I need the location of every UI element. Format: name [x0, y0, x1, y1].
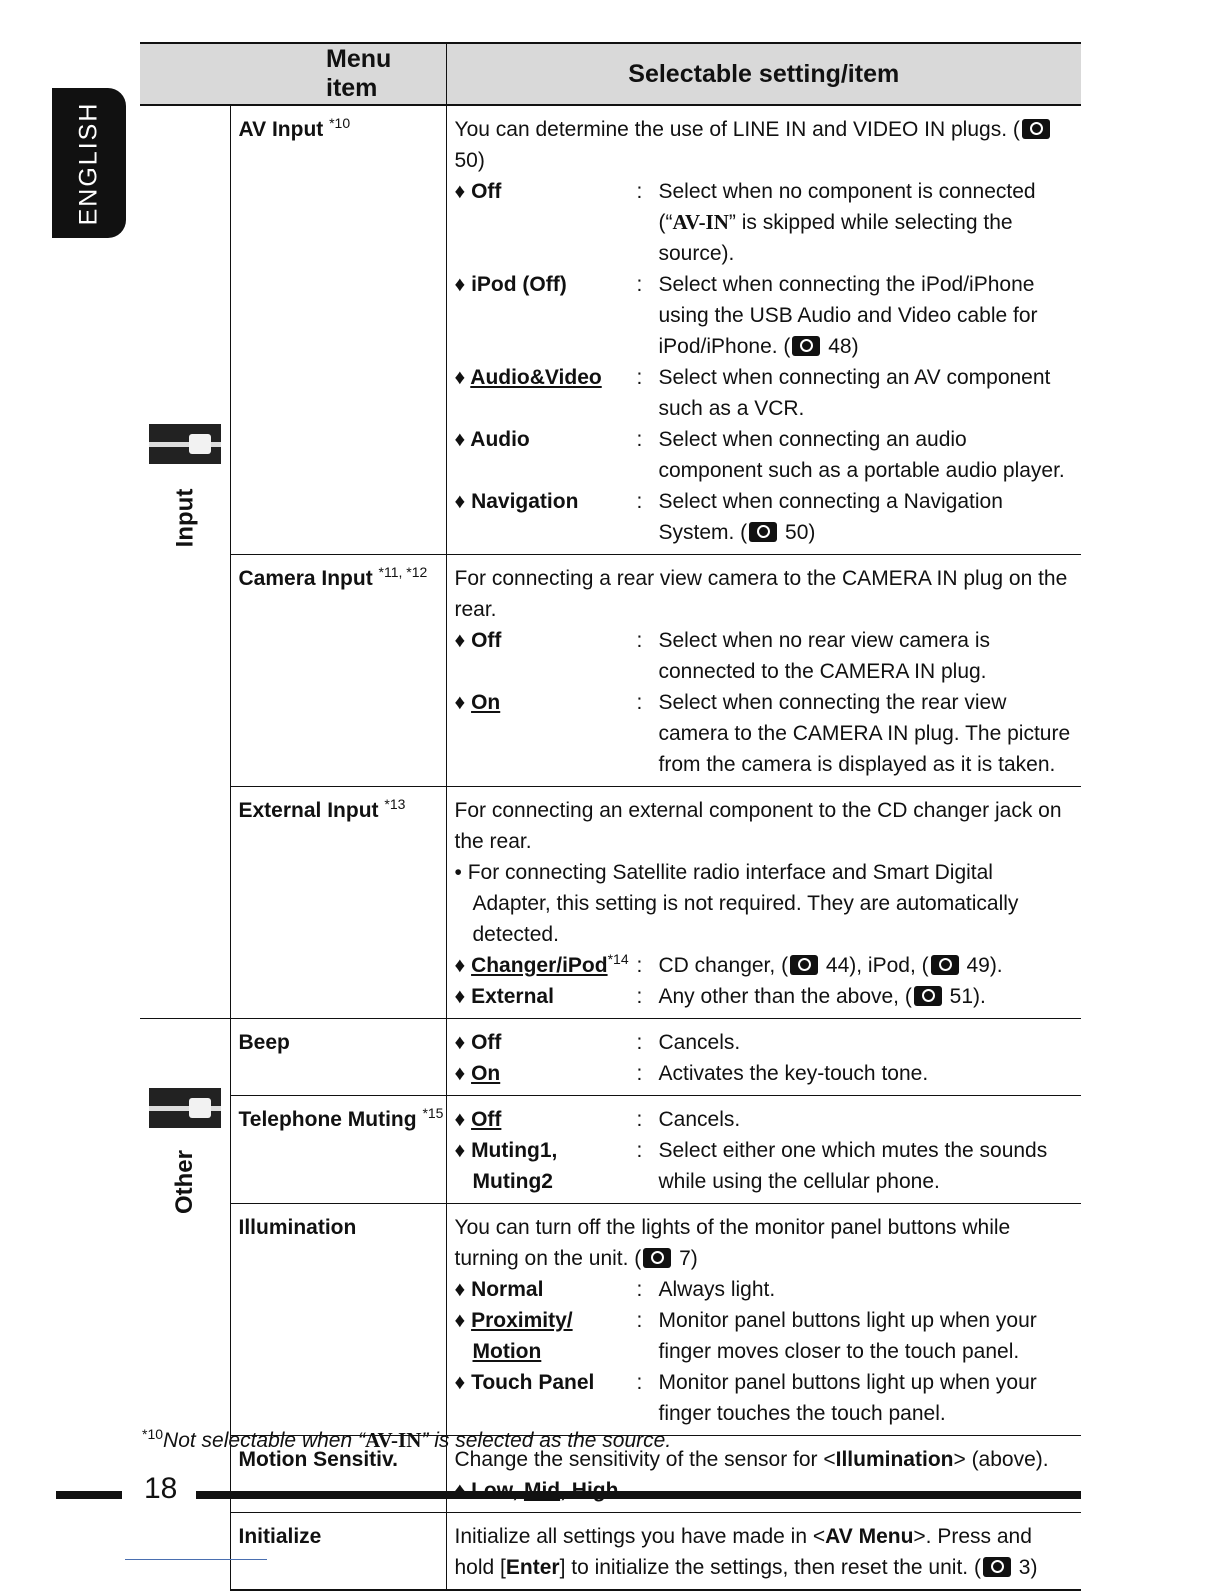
page-bar-left [56, 1491, 122, 1499]
page-ref: 48) [822, 335, 859, 358]
footnote [142, 1428, 671, 1453]
option-colon: : [636, 273, 643, 296]
option-desc [659, 486, 1076, 548]
option-name: Muting1, [471, 1139, 558, 1162]
option-name-default: Changer/iPod [471, 954, 608, 977]
option-colon: : [636, 1062, 643, 1085]
option-desc: Always light. [658, 1278, 776, 1301]
setting-intro [455, 114, 1076, 176]
setting-initialize [446, 1513, 1081, 1591]
option-desc: Select when connecting an AV component such as a VCR. [658, 366, 1051, 420]
option-colon: : [636, 985, 643, 1008]
option-colon: : [636, 1031, 643, 1054]
option-desc: Monitor panel buttons light up when your finger touches the touch panel. [658, 1371, 1037, 1425]
option-colon: : [636, 629, 643, 652]
page-bar-right [196, 1491, 1081, 1499]
option-desc: Activates the key-touch tone. [658, 1062, 929, 1085]
menu-item-name: Motion Sensitiv. [238, 1448, 398, 1471]
menu-item-name: Illumination [238, 1216, 357, 1239]
menu-item-name: AV Input [238, 118, 324, 141]
option-name-default: Off [471, 1108, 502, 1131]
menu-item-name: External Input [238, 799, 379, 822]
option-row [455, 1027, 1076, 1058]
desc-emph: AV-IN [672, 210, 729, 234]
desc-text: >. Press and hold [ [454, 1525, 1032, 1579]
diamond-icon: ♦ [454, 954, 466, 977]
option-desc: Select when connecting the rear view camera to the CAMERA IN plug. The picture from the camera is displayed as it is taken. [658, 691, 1071, 776]
note-ref: *15 [422, 1105, 444, 1121]
option-colon: : [636, 428, 643, 451]
option-name-default: Motion [472, 1340, 542, 1363]
diamond-icon: ♦ [454, 428, 466, 451]
option-row [455, 1367, 1076, 1429]
option-row [455, 981, 1076, 1012]
bullet-text: For connecting Satellite radio interface and Smart Digital Adapter, this setting is not required. They are automatically detected. [467, 861, 1019, 946]
table-row [140, 105, 1081, 555]
option-desc: Cancels. [658, 1031, 741, 1054]
category-input-label: Input [170, 488, 198, 548]
option-name: Normal [471, 1278, 544, 1301]
language-tab [52, 88, 126, 238]
setting-intro [455, 1212, 1076, 1274]
desc-emph: AV Menu [825, 1525, 914, 1548]
option-row [455, 1104, 1076, 1135]
option-name: Off [471, 1031, 502, 1054]
diamond-icon: ♦ [454, 180, 466, 203]
menu-item-beep [230, 1019, 446, 1096]
note-ref: *10 [329, 115, 351, 131]
option-desc: Cancels. [658, 1108, 741, 1131]
table-row [140, 1096, 1081, 1204]
magnifier-reference-icon [749, 522, 777, 542]
setting-illumination [446, 1204, 1081, 1436]
desc-text: CD changer, ( [658, 954, 789, 977]
option-row [455, 1135, 1076, 1197]
magnifier-reference-icon [792, 336, 820, 356]
setting-external-input [446, 787, 1081, 1019]
header-category-cell [140, 43, 230, 105]
table-header-row [140, 43, 1081, 105]
option-colon: : [636, 1278, 643, 1301]
desc-text: Select when no component is connected (“ [658, 180, 1036, 234]
option-colon: : [636, 691, 643, 714]
option-desc: Select when no rear view camera is connected to the CAMERA IN plug. [658, 629, 990, 683]
magnifier-reference-icon [790, 955, 818, 975]
menu-item-av-input [230, 105, 446, 555]
intro-text: You can determine the use of LINE IN and VIDEO IN plugs. ( [454, 118, 1020, 141]
diamond-icon: ♦ [454, 366, 466, 389]
option-name-default: Audio&Video [470, 366, 602, 389]
diamond-icon: ♦ [454, 1031, 466, 1054]
bottom-divider [125, 1559, 267, 1560]
option-colon: : [636, 1371, 643, 1394]
page-ref: 3) [1012, 1556, 1038, 1579]
menu-item-external-input [230, 787, 446, 1019]
menu-item-telephone-muting [230, 1096, 446, 1204]
input-category-cell [140, 105, 230, 1019]
diamond-icon: ♦ [454, 629, 466, 652]
option-desc: Monitor panel buttons light up when your finger moves closer to the touch panel. [658, 1309, 1037, 1363]
magnifier-reference-icon [931, 955, 959, 975]
option-colon: : [636, 954, 643, 977]
bullet-note [455, 857, 1076, 950]
option-colon: : [636, 366, 643, 389]
bullet-icon: • [454, 861, 462, 884]
footnote-emph: AV-IN [364, 1428, 422, 1452]
note-ref: *14 [607, 951, 629, 967]
option-colon: : [636, 1309, 643, 1332]
option-name: Navigation [471, 490, 579, 513]
option-desc [659, 269, 1076, 362]
menu-item-name: Beep [238, 1031, 290, 1054]
page-ref: 7) [673, 1247, 698, 1270]
diamond-icon: ♦ [454, 1278, 466, 1301]
option-name: External [471, 985, 554, 1008]
header-menu-item: Menu item [230, 43, 446, 105]
option-name: Muting2 [472, 1170, 553, 1193]
page-ref: 51). [943, 985, 986, 1008]
option-name: Touch Panel [471, 1371, 595, 1394]
intro-text: > (above). [953, 1448, 1049, 1471]
page-ref: 50) [779, 521, 816, 544]
desc-text: Select when connecting the iPod/iPhone using the USB Audio and Video cable for iPod/iPhone. ( [658, 273, 1038, 358]
option-colon: : [636, 490, 643, 513]
header-selectable: Selectable setting/item [446, 43, 1081, 105]
desc-text: ] to initialize the settings, then reset the unit. ( [559, 1556, 981, 1579]
option-colon: : [636, 1108, 643, 1131]
intro-text: Change the sensitivity of the sensor for < [454, 1448, 836, 1471]
footnote-text: Not selectable when “ [163, 1429, 365, 1452]
setting-intro: For connecting an external component to the CD changer jack on the rear. [454, 799, 1062, 853]
option-name-default: On [471, 691, 501, 714]
intro-emph: Illumination [835, 1448, 954, 1471]
diamond-icon: ♦ [454, 1139, 466, 1162]
setting-av-input [446, 105, 1081, 555]
table-row [140, 1019, 1081, 1096]
menu-item-initialize [230, 1513, 446, 1591]
option-row [455, 950, 1076, 981]
diamond-icon: ♦ [454, 1108, 466, 1131]
category-other-label: Other [170, 1149, 198, 1215]
option-row [455, 1305, 1076, 1367]
magnifier-reference-icon [914, 986, 942, 1006]
setting-beep [446, 1019, 1081, 1096]
option-name-default: On [471, 1062, 501, 1085]
setting-intro: For connecting a rear view camera to the CAMERA IN plug on the rear. [454, 567, 1068, 621]
note-ref: *13 [384, 796, 406, 812]
menu-item-illumination [230, 1204, 446, 1436]
diamond-icon: ♦ [454, 1309, 466, 1332]
option-row [455, 1274, 1076, 1305]
menu-item-camera-input [230, 555, 446, 787]
diamond-icon: ♦ [454, 490, 466, 513]
note-ref: *11, *12 [378, 564, 428, 580]
magnifier-reference-icon [983, 1557, 1011, 1577]
option-row [455, 1058, 1076, 1089]
table-row [140, 1513, 1081, 1591]
option-colon: : [636, 1139, 643, 1162]
option-row [455, 687, 1076, 780]
table-row [140, 555, 1081, 787]
desc-text: Select when connecting a Navigation System. ( [658, 490, 1003, 544]
menu-item-name: Telephone Muting [238, 1108, 417, 1131]
page-ref: 49). [960, 954, 1003, 977]
option-name: iPod (Off) [471, 273, 567, 296]
option-row [455, 269, 1076, 362]
option-desc [659, 950, 1076, 981]
option-row [455, 486, 1076, 548]
table-row [140, 787, 1081, 1019]
diamond-icon: ♦ [454, 1371, 466, 1394]
language-tab-label: ENGLISH [74, 101, 103, 225]
settings-table [140, 42, 1081, 1591]
desc-text: Initialize all settings you have made in < [454, 1525, 826, 1548]
table-row [140, 1204, 1081, 1436]
option-desc [659, 981, 1076, 1012]
option-row [455, 362, 1076, 424]
diamond-icon: ♦ [454, 1062, 466, 1085]
intro-text: You can turn off the lights of the monitor panel buttons while turning on the unit. ( [454, 1216, 1011, 1270]
page-ref: 50) [454, 149, 485, 172]
option-name-default: Proximity/ [471, 1309, 573, 1332]
desc-text: Any other than the above, ( [658, 985, 912, 1008]
option-name: Audio [470, 428, 530, 451]
setting-camera-input [446, 555, 1081, 787]
option-desc: Select either one which mutes the sounds while using the cellular phone. [658, 1139, 1048, 1193]
setting-telephone-muting [446, 1096, 1081, 1204]
footnote-mark: *10 [142, 1426, 164, 1442]
option-desc: Select when connecting an audio component such as a portable audio player. [658, 428, 1065, 482]
option-name: Off [471, 180, 502, 203]
desc-emph: Enter [505, 1556, 560, 1579]
diamond-icon: ♦ [454, 273, 466, 296]
diamond-icon: ♦ [454, 985, 466, 1008]
desc-text: ” is skipped while selecting the source). [658, 211, 1013, 265]
option-name: Off [471, 629, 502, 652]
desc-text: 44), iPod, ( [820, 954, 929, 977]
menu-item-name: Initialize [238, 1525, 322, 1548]
magnifier-reference-icon [643, 1248, 671, 1268]
diamond-icon: ♦ [454, 691, 466, 714]
option-row [455, 176, 1076, 269]
footnote-text: ” is selected as the source. [421, 1429, 672, 1452]
page-number: 18 [144, 1472, 178, 1505]
magnifier-reference-icon [1022, 119, 1050, 139]
option-colon: : [636, 180, 643, 203]
option-desc [659, 176, 1076, 269]
menu-item-name: Camera Input [238, 567, 373, 590]
option-row [455, 625, 1076, 687]
option-row [455, 424, 1076, 486]
